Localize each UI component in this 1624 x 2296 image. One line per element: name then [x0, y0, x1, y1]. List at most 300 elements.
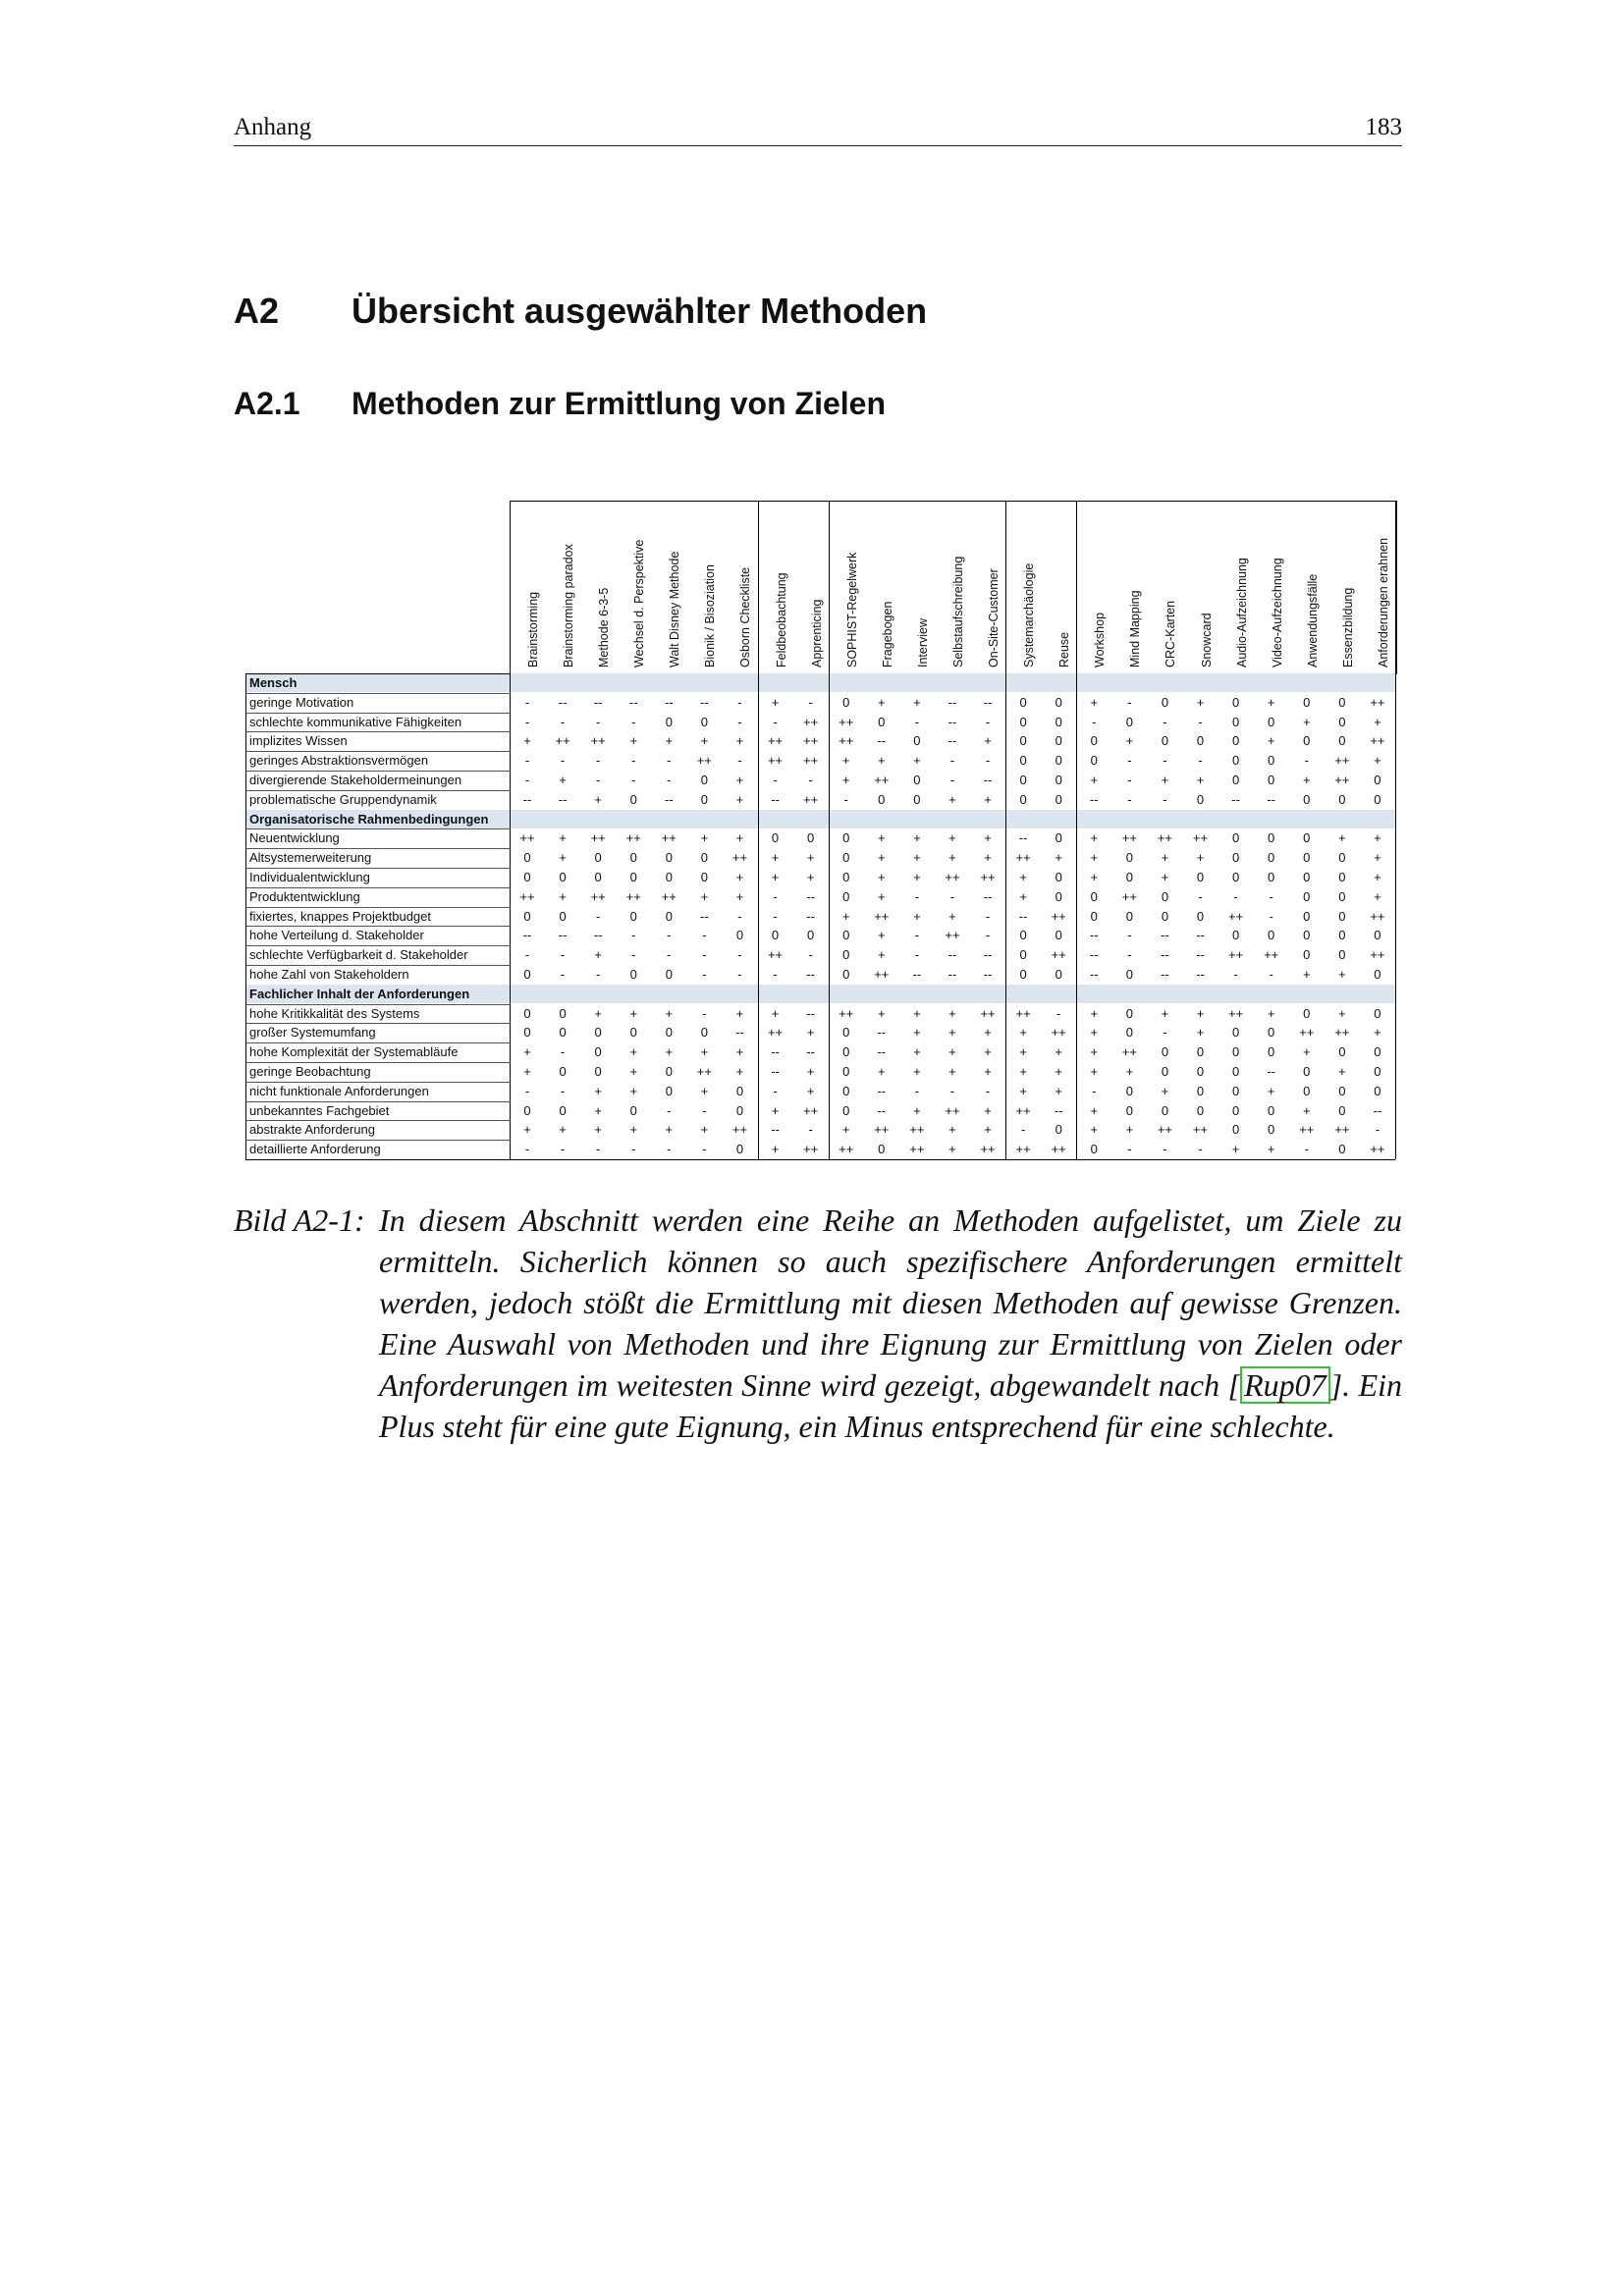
table-cell: - [737, 714, 742, 729]
table-cell: -- [947, 694, 957, 710]
table-cell: -- [771, 1044, 780, 1060]
table-cell: - [1269, 888, 1273, 904]
table-cell: -- [1089, 928, 1099, 943]
table-cell: + [1267, 1005, 1275, 1021]
table-cell: 0 [1125, 1005, 1133, 1021]
table-cell: 0 [1231, 1025, 1240, 1041]
table-cell: ++ [803, 714, 819, 729]
table-cell: + [1090, 1025, 1099, 1041]
table-cell: + [1302, 714, 1311, 729]
table-cell: ++ [1051, 908, 1066, 924]
table-cell: 0 [1231, 714, 1240, 729]
table-cell: 0 [878, 791, 886, 807]
table-cell: ++ [980, 870, 996, 884]
table-cell: -- [1089, 791, 1099, 807]
table-cell: 0 [1374, 1044, 1381, 1060]
table-cell: - [737, 967, 742, 982]
table-cell: 0 [1125, 908, 1133, 924]
table-cell: - [808, 773, 813, 787]
column-header-label: Osborn Checkliste [738, 566, 753, 667]
table-cell: - [595, 714, 601, 729]
table-cell: ++ [945, 870, 960, 884]
table-cell: ++ [839, 1005, 854, 1021]
table-cell: -- [771, 791, 780, 807]
table-cell: 0 [1055, 967, 1062, 982]
table-cell: -- [877, 1102, 887, 1118]
table-cell: ++ [803, 1142, 819, 1157]
table-cell: - [702, 928, 707, 943]
table-cell: 0 [1196, 908, 1205, 924]
table-cell: + [1196, 694, 1205, 710]
table-cell: - [524, 773, 530, 787]
table-cell: + [841, 1122, 850, 1138]
table-cell: + [984, 1102, 992, 1118]
table-cell: 0 [878, 1142, 886, 1157]
table-cell: ++ [1192, 1122, 1209, 1138]
table-row-label: geringe Beobachtung [249, 1064, 371, 1079]
row-divider [245, 1101, 510, 1102]
table-cell: 0 [1303, 1083, 1311, 1098]
table-cell: ++ [1334, 753, 1350, 769]
table-cell: -- [947, 947, 957, 963]
table-cell: + [1267, 733, 1275, 749]
table-cell: - [1198, 714, 1203, 729]
table-cell: + [559, 830, 567, 846]
table-cell: + [1267, 1083, 1275, 1098]
table-cell: 0 [1019, 773, 1027, 787]
table-cell: + [806, 1025, 815, 1041]
column-header-label: Reuse [1057, 631, 1072, 667]
table-cell: - [524, 753, 530, 769]
table-cell: - [1198, 888, 1203, 904]
citation-link[interactable]: Rup07 [1240, 1366, 1330, 1404]
table-cell: 0 [1338, 870, 1346, 884]
column-header [838, 502, 857, 674]
table-cell: -- [877, 733, 887, 749]
table-cell: + [948, 1064, 956, 1079]
table-cell: - [560, 1142, 566, 1157]
table-cell: ++ [767, 1025, 784, 1041]
table-cell: + [559, 850, 567, 866]
table-cell: 0 [842, 947, 850, 963]
table-column-header-area [510, 501, 1397, 674]
table-cell: 0 [665, 850, 673, 866]
table-cell: 0 [1338, 908, 1346, 924]
table-cell: 0 [842, 1102, 850, 1118]
table-cell: 0 [1019, 694, 1027, 710]
column-header [1227, 502, 1247, 674]
table-cell: + [948, 850, 956, 866]
table-cell: + [948, 830, 956, 846]
row-divider [245, 1082, 510, 1083]
table-cell: 0 [1268, 850, 1275, 866]
column-header-label: Wechsel d. Perspektive [632, 539, 647, 667]
table-cell: 0 [1374, 928, 1381, 943]
table-cell: + [913, 1064, 921, 1079]
table-cell: + [1019, 1064, 1027, 1079]
method-group-separator [1005, 501, 1006, 1159]
table-cell: + [735, 888, 744, 904]
table-cell: 0 [559, 870, 567, 884]
table-cell: 0 [1268, 870, 1275, 884]
table-cell: ++ [803, 1102, 819, 1118]
table-cell: + [878, 694, 886, 710]
table-cell: + [984, 1122, 992, 1138]
table-cell: 0 [629, 967, 637, 982]
table-cell: + [1161, 870, 1169, 884]
running-head-section: Anhang [234, 114, 312, 140]
column-header-label: Systemarchäologie [1022, 562, 1037, 667]
table-cell: + [1374, 830, 1381, 846]
row-divider [245, 926, 510, 927]
table-cell: ++ [1051, 1025, 1066, 1041]
table-cell: + [594, 1122, 602, 1138]
table-cell: 0 [594, 1025, 602, 1041]
table-cell: 0 [559, 1005, 567, 1021]
table-cell: + [984, 1064, 992, 1079]
table-cell: - [1198, 753, 1203, 769]
table-cell: ++ [1192, 830, 1209, 846]
table-cell: 0 [913, 791, 921, 807]
table-cell: -- [593, 928, 603, 943]
table-cell: 0 [878, 714, 886, 729]
table-cell: - [1127, 928, 1132, 943]
table-cell: ++ [661, 830, 677, 846]
table-row-label: detaillierte Anforderung [249, 1142, 381, 1157]
table-cell: 0 [1374, 1005, 1381, 1021]
table-cell: ++ [909, 1122, 925, 1138]
table-cell: 0 [665, 870, 673, 884]
table-row-label: geringe Motivation [249, 694, 354, 710]
table-cell: -- [1161, 967, 1169, 982]
table-cell: -- [700, 694, 709, 710]
table-cell: 0 [629, 791, 637, 807]
table-cell: - [1092, 1083, 1097, 1098]
column-header-label: Bionik / Bisoziation [703, 564, 718, 667]
table-cell: + [984, 1044, 992, 1060]
table-cell: 0 [1055, 888, 1062, 904]
table-cell: 0 [594, 850, 602, 866]
table-cell: - [1092, 714, 1097, 729]
table-cell: 0 [1231, 850, 1240, 866]
column-header [802, 502, 822, 674]
table-cell: -- [983, 888, 993, 904]
table-row-label: geringes Abstraktionsvermögen [249, 753, 429, 769]
column-header-label: Video-Aufzeichnung [1270, 558, 1284, 667]
table-cell: 0 [842, 967, 850, 982]
table-cell: + [1125, 733, 1134, 749]
table-cell: + [1055, 1044, 1062, 1060]
table-cell: -- [522, 928, 532, 943]
table-cell: + [948, 1005, 956, 1021]
table-cell: 0 [1303, 791, 1311, 807]
table-cell: ++ [1121, 1044, 1137, 1060]
table-cell: 0 [1196, 870, 1205, 884]
table-cell: 0 [842, 830, 850, 846]
table-cell: + [1338, 1005, 1346, 1021]
table-cell: 0 [1090, 888, 1098, 904]
table-cell: -- [1054, 1102, 1063, 1118]
table-cell: 0 [1019, 753, 1027, 769]
table-cell: + [735, 1064, 744, 1079]
table-cell: - [985, 714, 991, 729]
table-cell: ++ [555, 733, 570, 749]
table-cell: ++ [1157, 830, 1173, 846]
table-cell: 0 [1338, 888, 1346, 904]
table-cell: - [1375, 1122, 1380, 1138]
table-cell: 0 [1338, 947, 1346, 963]
table-cell: + [1019, 870, 1027, 884]
table-cell: -- [1196, 967, 1205, 982]
table-cell: ++ [661, 888, 677, 904]
row-divider [245, 771, 510, 772]
table-cell: 0 [1303, 908, 1311, 924]
table-cell: ++ [1370, 908, 1385, 924]
caption-body-end: ]. Ein Plus steht für eine gute Eignung, ein Minus entsprechend für eine schlechte. [379, 1367, 1402, 1444]
table-cell: 0 [700, 870, 708, 884]
table-cell: + [1302, 1102, 1311, 1118]
table-cell: ++ [1334, 773, 1350, 787]
row-divider [245, 693, 510, 694]
table-cell: + [1090, 773, 1099, 787]
table-cell: -- [1373, 1102, 1382, 1118]
table-cell: ++ [590, 830, 606, 846]
table-cell: - [737, 753, 742, 769]
table-cell: - [737, 908, 742, 924]
table-cell: 0 [842, 888, 850, 904]
table-cell: - [667, 947, 672, 963]
table-cell: + [984, 791, 992, 807]
table-cell: + [878, 870, 886, 884]
table-cell: ++ [1015, 1005, 1031, 1021]
table-cell: -- [806, 967, 815, 982]
table-cell: - [808, 947, 813, 963]
table-row-label: hohe Zahl von Stakeholdern [249, 967, 409, 982]
table-row-label: schlechte kommunikative Fähigkeiten [249, 714, 462, 729]
table-cell: + [948, 1025, 956, 1041]
table-cell: ++ [874, 908, 890, 924]
table-cell: 0 [735, 1083, 744, 1098]
table-cell: - [985, 1083, 991, 1098]
table-cell: ++ [909, 1142, 925, 1157]
table-cell: - [1163, 1142, 1167, 1157]
table-cell: + [700, 1122, 709, 1138]
table-cell: ++ [1299, 1122, 1315, 1138]
table-cell: - [595, 1142, 601, 1157]
table-cell: 0 [1338, 928, 1346, 943]
table-cell: - [1127, 773, 1132, 787]
table-row-label: problematische Gruppendynamik [249, 791, 437, 807]
table-cell: 0 [629, 908, 637, 924]
table-cell: 0 [1055, 928, 1062, 943]
table-cell: 0 [629, 850, 637, 866]
table-cell: - [667, 1102, 672, 1118]
table-cell: 0 [1125, 1025, 1133, 1041]
table-cell: -- [1267, 791, 1275, 807]
table-cell: 0 [1019, 947, 1027, 963]
table-cell: + [629, 1044, 638, 1060]
column-header-label: Interview [915, 617, 930, 667]
table-cell: 0 [842, 928, 850, 943]
table-cell: 0 [1196, 1044, 1205, 1060]
table-cell: - [1127, 791, 1132, 807]
table-cell: - [773, 888, 778, 904]
column-header-label: Brainstorming paradox [562, 544, 576, 667]
table-cell: - [949, 888, 955, 904]
table-cell: ++ [1157, 1122, 1173, 1138]
caption-label: Bild A2-1: [234, 1202, 365, 1238]
table-cell: + [806, 870, 815, 884]
table-cell: 0 [523, 850, 531, 866]
table-cell: 0 [1161, 733, 1169, 749]
methods-table [245, 501, 1395, 1157]
table-cell: + [523, 1064, 531, 1079]
table-cell: - [1269, 967, 1273, 982]
table-cell: 0 [1303, 850, 1311, 866]
table-cell: + [700, 888, 709, 904]
table-cell: -- [806, 888, 815, 904]
table-cell: ++ [696, 1064, 712, 1079]
table-cell: -- [877, 1025, 887, 1041]
table-cell: - [560, 1083, 566, 1098]
table-cell: + [1196, 1005, 1205, 1021]
table-cell: ++ [1121, 830, 1137, 846]
table-cell: 0 [1055, 1122, 1062, 1138]
table-cell: ++ [980, 1142, 996, 1157]
row-divider [245, 1004, 510, 1005]
table-cell: 0 [1303, 1064, 1311, 1079]
table-cell: -- [1161, 947, 1169, 963]
table-cell: 0 [1019, 791, 1027, 807]
table-cell: 0 [1374, 1064, 1381, 1079]
column-header-label: Walt Disney Methode [668, 551, 682, 667]
table-cell: - [667, 1142, 672, 1157]
table-cell: 0 [1374, 773, 1381, 787]
table-cell: + [594, 1005, 602, 1021]
table-cell: ++ [731, 1122, 748, 1138]
table-cell: 0 [1161, 1064, 1169, 1079]
table-cell: + [771, 1005, 780, 1021]
table-cell: + [594, 947, 602, 963]
table-cell: - [595, 908, 601, 924]
column-header-label: Anforderungen erahnen [1376, 537, 1390, 667]
table-cell: 0 [1055, 753, 1062, 769]
table-cell: + [629, 733, 638, 749]
table-cell: + [1374, 714, 1381, 729]
table-cell: -- [983, 773, 993, 787]
table-row-label: divergierende Stakeholdermeinungen [249, 773, 462, 787]
table-cell: ++ [1051, 947, 1066, 963]
table-cell: - [773, 773, 778, 787]
table-cell: - [702, 1102, 707, 1118]
table-cell: + [1231, 1142, 1240, 1157]
table-cell: 0 [1196, 791, 1205, 807]
table-cell: ++ [874, 1122, 890, 1138]
table-cell: -- [1018, 908, 1028, 924]
table-cell: + [665, 733, 674, 749]
table-cell: + [806, 1083, 815, 1098]
table-cell: - [773, 908, 778, 924]
table-cell: + [1267, 1142, 1275, 1157]
table-cell: - [1127, 753, 1132, 769]
table-cell: -- [1089, 967, 1099, 982]
table-cell: - [1163, 753, 1167, 769]
table-cell: + [1090, 694, 1099, 710]
table-cell: + [878, 928, 886, 943]
table-cell: 0 [1055, 714, 1062, 729]
table-cell: + [1019, 1083, 1027, 1098]
table-cell: + [735, 773, 744, 787]
table-cell: - [1056, 1005, 1061, 1021]
table-cell: - [1163, 1025, 1167, 1041]
table-cell: + [1374, 753, 1381, 769]
table-cell: - [773, 714, 778, 729]
table-cell: - [1269, 908, 1273, 924]
table-cell: 0 [1161, 1102, 1169, 1118]
table-cell: - [560, 1044, 566, 1060]
table-cell: + [629, 1122, 638, 1138]
row-divider [245, 1062, 510, 1063]
table-cell: - [631, 1142, 636, 1157]
table-cell: ++ [1228, 947, 1244, 963]
table-cell: ++ [874, 967, 890, 982]
table-cell: + [1090, 1064, 1099, 1079]
row-divider [245, 1042, 510, 1043]
table-cell: 0 [1231, 870, 1240, 884]
table-cell: 0 [1338, 733, 1346, 749]
table-cell: + [523, 1122, 531, 1138]
table-cell: ++ [590, 733, 606, 749]
table-cell: + [1090, 870, 1099, 884]
table-cell: 0 [1196, 1102, 1205, 1118]
table-cell: 0 [1303, 830, 1311, 846]
table-cell: 0 [1338, 1044, 1346, 1060]
table-cell: - [985, 753, 991, 769]
table-cell: - [773, 967, 778, 982]
table-cell: -- [947, 733, 957, 749]
table-cell: ++ [519, 830, 535, 846]
table-cell: -- [1018, 830, 1028, 846]
table-cell: 0 [1090, 753, 1098, 769]
table-cell: -- [771, 1122, 780, 1138]
table-row-label: Individualentwicklung [249, 870, 370, 884]
table-cell: + [841, 753, 850, 769]
column-header [1120, 502, 1143, 674]
column-header-label: On-Site-Customer [987, 568, 1001, 667]
table-cell: -- [1231, 791, 1240, 807]
table-cell: + [523, 733, 531, 749]
table-cell: ++ [1264, 947, 1279, 963]
table-cell: ++ [1299, 1025, 1315, 1041]
table-cell: + [1374, 850, 1381, 866]
column-header [1085, 502, 1108, 674]
table-cell: 0 [1231, 773, 1240, 787]
column-header-label: Fragebogen [880, 601, 894, 667]
table-cell: -- [664, 791, 674, 807]
table-cell: + [878, 1064, 886, 1079]
table-row-label: hohe Verteilung d. Stakeholder [249, 928, 424, 943]
table-cell: -- [806, 1005, 815, 1021]
table-cell: + [913, 1025, 921, 1041]
table-row-label: schlechte Verfügbarkeit d. Stakeholder [249, 947, 468, 963]
table-cell: 0 [1161, 908, 1169, 924]
table-cell: + [700, 830, 709, 846]
group-header-label: Mensch [249, 675, 298, 690]
table-cell: + [913, 753, 921, 769]
table-cell: + [771, 694, 780, 710]
table-cell: 0 [1019, 733, 1027, 749]
table-cell: + [948, 1122, 956, 1138]
